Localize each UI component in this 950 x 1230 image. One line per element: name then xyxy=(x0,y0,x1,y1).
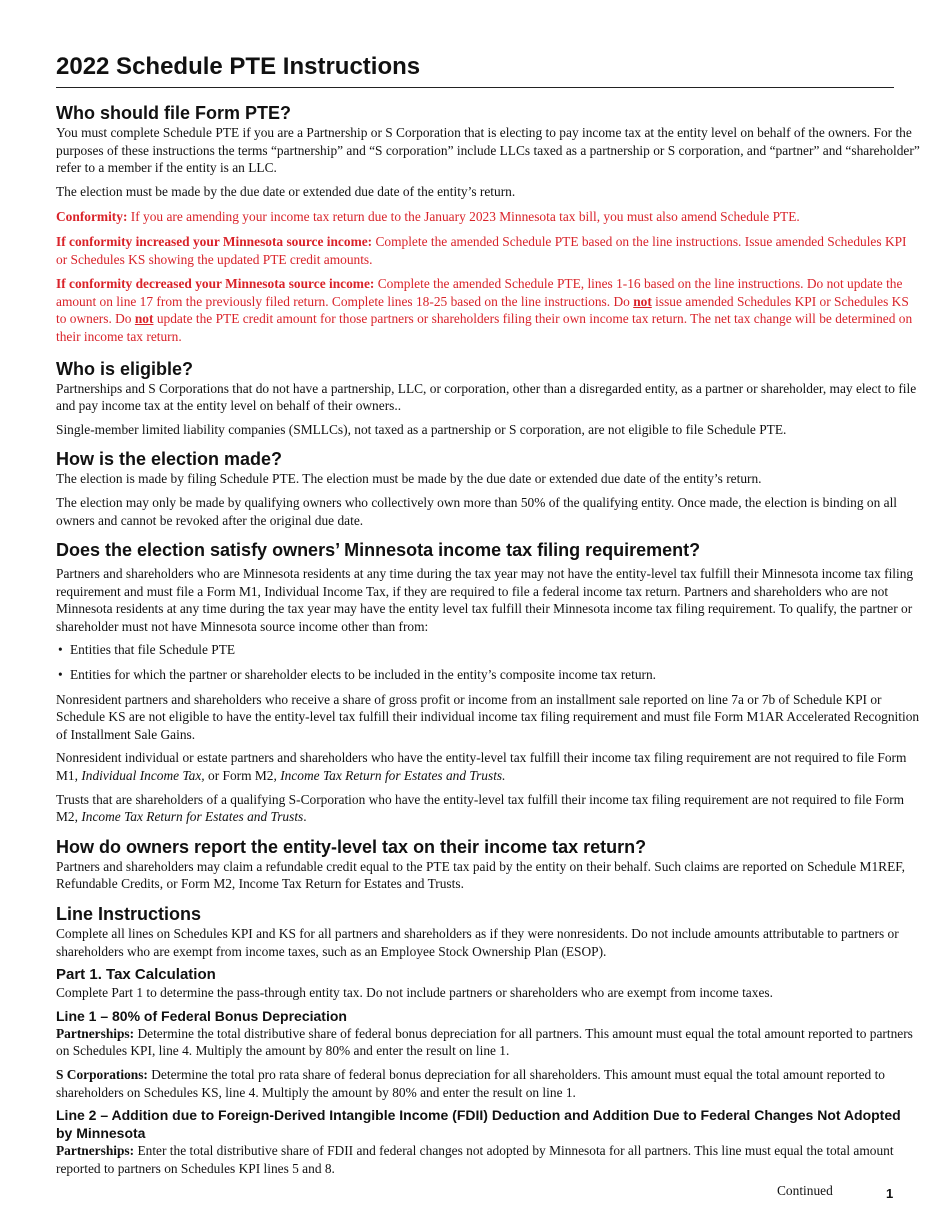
heading-line1: Line 1 – 80% of Federal Bonus Depreciation xyxy=(56,1007,347,1024)
bullet-item: • Entities for which the partner or shareholder elects to be included in the entity’s composite income tax return. xyxy=(56,666,920,684)
paragraph: Nonresident partners and shareholders who receive a share of gross profit or income from an installment sale reported on line 7a or 7b of Schedule KPI or Schedule KS are not eligible to have the entity-level tax fulfill their individual income tax filing requirement and must file Form M1AR Accelerated Recognition of Installment Sale Gains. xyxy=(56,691,920,742)
conformity-increased-note xyxy=(56,233,920,268)
decreased-text-c: update the PTE credit amount for those partners or shareholders filing their own income tax return. The net tax change will be determined on their income tax return. xyxy=(56,311,913,344)
heading-line2: Line 2 – Addition due to Foreign-Derived Intangible Income (FDII) Deduction and Addition Due to Federal Changes Not Adopted by Minnesota xyxy=(56,1107,901,1142)
paragraph: The election must be made by the due date or extended due date of the entity’s return. xyxy=(56,183,516,199)
paragraph: Partners and shareholders may claim a refundable credit equal to the PTE tax paid by the entity on their behalf. Such claims are reported on Schedule M1REF, Refundable Credits, or Form M2, Income Tax Return for Estates and Trusts. xyxy=(56,858,905,892)
document-page xyxy=(56,52,920,1177)
emphasis-not: not xyxy=(134,311,154,327)
increased-text: Complete the amended Schedule PTE based on the line instructions. Issue amended Schedules KPI or Schedules KS showing the updated PTE credit amounts. xyxy=(56,233,907,267)
heading-owners-report: How do owners report the entity-level tax on their income tax return? xyxy=(56,836,647,857)
page-number: 1 xyxy=(886,1186,894,1201)
conformity-text: If you are amending your income tax return due to the January 2023 Minnesota tax bill, you must also amend Schedule PTE. xyxy=(127,209,800,225)
bullet-item: • Entities that file Schedule PTE xyxy=(56,641,920,659)
decreased-text-a: Complete the amended Schedule PTE, lines 1-16 based on the line instructions. Do not update the amount on line 17 from the previously filed return. Complete lines 18-25 based on the line instructions. Do xyxy=(56,276,903,309)
conformity-note xyxy=(56,208,920,226)
heading-who-should-file: Who should file Form PTE? xyxy=(56,103,291,123)
emphasis-not: not xyxy=(633,293,652,309)
italic-run: Income Tax Return for Estates and Trusts xyxy=(81,809,304,825)
paragraph xyxy=(56,1025,920,1060)
heading-part1: Part 1. Tax Calculation xyxy=(56,966,216,984)
bold-label: S Corporations: xyxy=(56,1066,148,1082)
conformity-decreased-note xyxy=(56,275,920,345)
heading-line-instructions: Line Instructions xyxy=(56,904,202,924)
paragraph: The election may only be made by qualifying owners who collectively own more than 50% of the qualifying entity. Once made, the election is binding on all owners and cannot be revoked after the original due date. xyxy=(56,494,898,528)
heading-how-election-made: How is the election made? xyxy=(56,449,283,470)
text-run: Determine the total pro rata share of federal bonus depreciation for all shareholders. This amount must equal the total amount reported to shareholders on Schedules KS, line 4. Multiply the amount by 80% and enter the result on line 1. xyxy=(56,1066,886,1100)
paragraph: Partnerships and S Corporations that do not have a partnership, LLC, or corporation, other than a disregarded entity, as a partner or shareholder, may elect to file and pay income tax at the entity level on behalf of their owners.. xyxy=(56,380,917,414)
italic-run: , Income Tax Return for Estates and Trusts. xyxy=(273,768,506,784)
paragraph: You must complete Schedule PTE if you are a Partnership or S Corporation that is electing to pay income tax at the entity level on behalf of the owners. For the purposes of these instructions the terms “partnership” and “S corporation” include LLCs taxed as a partnership or S corporation, and “partner” and “shareholder” refer to a member if the entity is an LLC. xyxy=(56,125,920,176)
paragraph: Single-member limited liability companies (SMLLCs), not taxed as a partnership or S corporation, are not eligible to file Schedule PTE. xyxy=(56,421,787,437)
heading-who-is-eligible: Who is eligible? xyxy=(56,358,194,379)
text-run: Trusts that are shareholders of a qualifying S-Corporation who have the entity-level tax fulfill their income tax filing requirement are not required to file Form M2, xyxy=(56,791,905,825)
text-run: Enter the total distributive share of FDII and federal changes not adopted by Minnesota for all partners. This line must equal the total amount reported to partners on Schedules KPI lines 5 and 8. xyxy=(56,1143,894,1176)
continued-label: Continued xyxy=(777,1183,833,1198)
paragraph: The election is made by filing Schedule PTE. The election must be made by the due date or extended due date of the entity’s return. xyxy=(56,471,762,487)
paragraph: Complete Part 1 to determine the pass-through entity tax. Do not include partners or shareholders who are exempt from income taxes. xyxy=(56,985,773,1001)
paragraph xyxy=(56,791,920,826)
paragraph xyxy=(56,1142,920,1177)
paragraph: Partners and shareholders who are Minnesota residents at any time during the tax year may not have the entity-level tax fulfill their Minnesota income tax filing requirement and must file a Form M1, Individual Income Tax, if they are required to file a federal income tax return. Partners and shareholders who are not Minnesota residents at any time during the tax year may have the entity level tax fulfill their Minnesota income tax filing requirement. To qualify, the partner or shareholder must not have Minnesota source income other than from: xyxy=(56,566,914,634)
bold-label: Partnerships: xyxy=(56,1025,135,1041)
text-run: . xyxy=(303,809,307,825)
paragraph xyxy=(56,1066,920,1101)
text-run: Nonresident individual or estate partners and shareholders who have the entity-level tax fulfill their income tax filing requirement are not required to file Form M1, xyxy=(56,750,907,784)
text-run: Determine the total distributive share of federal bonus depreciation for all partners. This amount must equal the total amount reported to partners on Schedules KPI, line 4. Multiply the amount by 80% and enter the result on line 1. xyxy=(56,1025,913,1059)
increased-label: If conformity increased your Minnesota source income: xyxy=(56,233,373,249)
document-title: 2022 Schedule PTE Instructions xyxy=(56,52,894,88)
decreased-text-b: issue amended Schedules KPI or Schedules KS to owners. Do xyxy=(56,293,909,327)
paragraph: Complete all lines on Schedules KPI and KS for all partners and shareholders as if they were nonresidents. Do not include amounts attributable to partners or shareholders who are exempt from income taxes, such as an Employee Stock Ownership Plan (ESOP). xyxy=(56,926,899,959)
italic-run: Individual Income Tax, xyxy=(81,768,205,784)
text-run: or Form M2 xyxy=(204,768,274,784)
paragraph xyxy=(56,749,920,784)
bold-label: Partnerships: xyxy=(56,1143,135,1159)
conformity-label: Conformity: xyxy=(56,209,128,225)
decreased-label: If conformity decreased your Minnesota source income: xyxy=(56,276,375,292)
heading-election-satisfy: Does the election satisfy owners’ Minnesota income tax filing requirement? xyxy=(56,540,701,561)
